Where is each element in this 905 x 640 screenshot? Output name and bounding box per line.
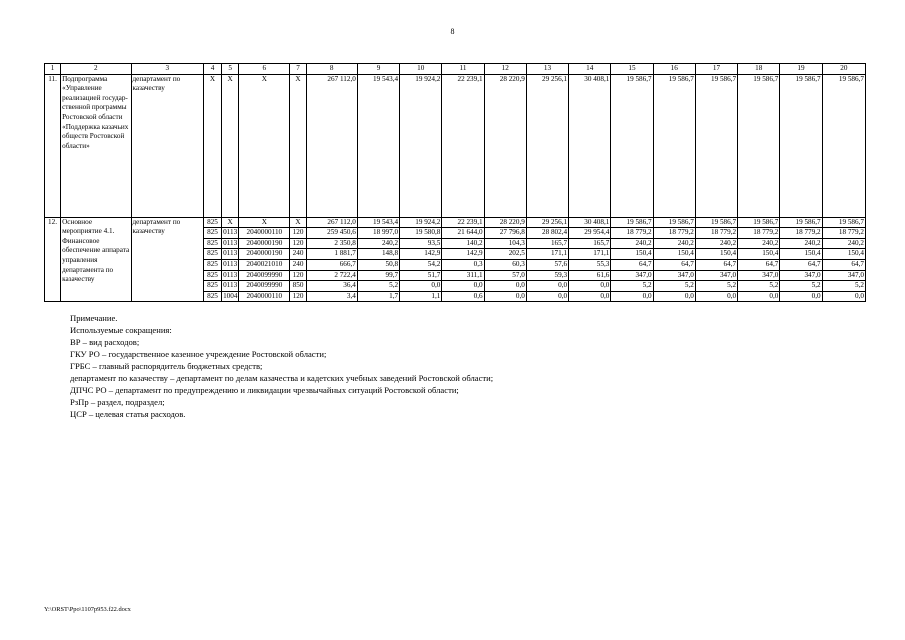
amount-cell: 30 408,1: [569, 217, 611, 228]
amount-cell: 99,7: [357, 270, 399, 281]
amount-cell: 29 954,4: [569, 228, 611, 239]
amount-cell: 240,2: [695, 238, 737, 249]
column-header: 10: [400, 64, 442, 75]
rzpr-cell: Х: [222, 217, 239, 228]
amount-cell: 202,5: [484, 249, 526, 260]
vr-cell: 120: [290, 291, 306, 302]
amount-cell: 0,0: [695, 291, 737, 302]
amount-cell: 150,4: [780, 249, 822, 260]
amount-cell: 0,0: [569, 281, 611, 292]
vr-cell: 850: [290, 281, 306, 292]
amount-cell: 1,7: [357, 291, 399, 302]
amount-cell: 0,0: [611, 291, 653, 302]
grbs-cell: 825: [203, 281, 221, 292]
amount-cell: 0,6: [442, 291, 484, 302]
amount-cell: 18 779,2: [653, 228, 695, 239]
amount-cell: 5,2: [357, 281, 399, 292]
amount-cell: 22 239,1: [442, 74, 484, 217]
csr-cell: 2040000190: [239, 238, 290, 249]
abbreviation-item: департамент по казачеству – департамент по делам казачества и кадетских учебных заведений Ростовской области;: [70, 373, 494, 383]
rzpr-cell: 0113: [222, 270, 239, 281]
csr-cell: 2040000190: [239, 249, 290, 260]
amount-cell: 28 802,4: [526, 228, 568, 239]
amount-cell: 64,7: [780, 259, 822, 270]
amount-cell: 57,6: [526, 259, 568, 270]
amount-cell: 0,3: [442, 259, 484, 270]
amount-cell: 347,0: [695, 270, 737, 281]
budget-table: [44, 63, 866, 302]
amount-cell: 28 220,9: [484, 74, 526, 217]
abbreviation-item: ГРБС – главный распорядитель бюджетных средств;: [70, 361, 263, 371]
amount-cell: 19 586,7: [653, 217, 695, 228]
column-header: 1: [45, 64, 61, 75]
amount-cell: 54,2: [400, 259, 442, 270]
vr-cell: Х: [290, 74, 306, 217]
amount-cell: 1,1: [400, 291, 442, 302]
amount-cell: 19 586,7: [611, 74, 653, 217]
rzpr-cell: 1004: [222, 291, 239, 302]
amount-cell: 311,1: [442, 270, 484, 281]
amount-cell: 165,7: [569, 238, 611, 249]
amount-cell: 347,0: [653, 270, 695, 281]
vr-cell: Х: [290, 217, 306, 228]
amount-cell: 18 779,2: [611, 228, 653, 239]
vr-cell: 120: [290, 238, 306, 249]
column-header: 16: [653, 64, 695, 75]
rzpr-cell: Х: [222, 74, 239, 217]
amount-cell: 267 112,0: [306, 74, 357, 217]
amount-cell: 240,2: [611, 238, 653, 249]
amount-cell: 5,2: [822, 281, 865, 292]
csr-cell: 2040000110: [239, 291, 290, 302]
amount-cell: 19 586,7: [738, 74, 780, 217]
amount-cell: 18 779,2: [780, 228, 822, 239]
abbreviation-item: ЦСР – целевая статья расходов.: [70, 409, 186, 419]
amount-cell: 30 408,1: [569, 74, 611, 217]
amount-cell: 150,4: [822, 249, 865, 260]
csr-cell: 2040000110: [239, 228, 290, 239]
notes-intro: Используемые сокращения:: [70, 325, 172, 335]
amount-cell: 61,6: [569, 270, 611, 281]
amount-cell: 5,2: [653, 281, 695, 292]
table-row-12: [45, 217, 866, 228]
amount-cell: 0,0: [738, 291, 780, 302]
amount-cell: 0,0: [822, 291, 865, 302]
executor: департамент по казачеству: [131, 217, 203, 302]
amount-cell: 2 722,4: [306, 270, 357, 281]
amount-cell: 18 779,2: [738, 228, 780, 239]
amount-cell: 19 586,7: [611, 217, 653, 228]
amount-cell: 347,0: [611, 270, 653, 281]
amount-cell: 19 586,7: [780, 74, 822, 217]
amount-cell: 240,2: [357, 238, 399, 249]
amount-cell: 19 543,4: [357, 217, 399, 228]
vr-cell: 120: [290, 270, 306, 281]
amount-cell: 347,0: [780, 270, 822, 281]
amount-cell: 104,3: [484, 238, 526, 249]
amount-cell: 19 580,8: [400, 228, 442, 239]
column-header: 3: [131, 64, 203, 75]
amount-cell: 19 586,7: [653, 74, 695, 217]
column-header: 11: [442, 64, 484, 75]
amount-cell: 64,7: [695, 259, 737, 270]
csr-cell: Х: [239, 217, 290, 228]
amount-cell: 22 239,1: [442, 217, 484, 228]
column-header: 7: [290, 64, 306, 75]
amount-cell: 27 796,8: [484, 228, 526, 239]
grbs-cell: 825: [203, 228, 221, 239]
amount-cell: 5,2: [695, 281, 737, 292]
csr-cell: 2040099990: [239, 281, 290, 292]
rzpr-cell: 0113: [222, 249, 239, 260]
amount-cell: 165,7: [526, 238, 568, 249]
grbs-cell: 825: [203, 259, 221, 270]
amount-cell: 0,0: [526, 291, 568, 302]
amount-cell: 240,2: [738, 238, 780, 249]
column-header: 20: [822, 64, 865, 75]
notes-title: Примечание.: [70, 313, 118, 323]
amount-cell: 0,0: [484, 291, 526, 302]
amount-cell: 19 924,2: [400, 74, 442, 217]
column-header: 4: [203, 64, 221, 75]
amount-cell: 0,0: [400, 281, 442, 292]
vr-cell: 120: [290, 228, 306, 239]
amount-cell: 5,2: [780, 281, 822, 292]
abbreviation-item: ГКУ РО – государственное казенное учреждение Ростовской области;: [70, 349, 327, 359]
amount-cell: 150,4: [611, 249, 653, 260]
amount-cell: 5,2: [611, 281, 653, 292]
rzpr-cell: 0113: [222, 259, 239, 270]
amount-cell: 55,3: [569, 259, 611, 270]
executor: департамент по казачеству: [131, 74, 203, 217]
amount-cell: 259 450,6: [306, 228, 357, 239]
amount-cell: 1 881,7: [306, 249, 357, 260]
column-header: 14: [569, 64, 611, 75]
amount-cell: 0,0: [780, 291, 822, 302]
abbreviation-item: ДПЧС РО – департамент по предупреждению и ликвидации чрезвычайных ситуаций Ростовской области;: [70, 385, 459, 395]
table-row-11: [45, 74, 866, 217]
csr-cell: 2040021010: [239, 259, 290, 270]
csr-cell: 2040099990: [239, 270, 290, 281]
amount-cell: 240,2: [780, 238, 822, 249]
amount-cell: 0,0: [526, 281, 568, 292]
page-number: 8: [450, 27, 455, 36]
amount-cell: 19 586,7: [695, 74, 737, 217]
amount-cell: 19 586,7: [780, 217, 822, 228]
grbs-cell: 825: [203, 270, 221, 281]
amount-cell: 21 644,0: [442, 228, 484, 239]
amount-cell: 19 586,7: [822, 217, 865, 228]
amount-cell: 0,0: [653, 291, 695, 302]
grbs-cell: 825: [203, 217, 221, 228]
amount-cell: 150,4: [738, 249, 780, 260]
amount-cell: 64,7: [822, 259, 865, 270]
abbreviation-item: ВР – вид расходов;: [70, 337, 140, 347]
amount-cell: 64,7: [653, 259, 695, 270]
amount-cell: 347,0: [738, 270, 780, 281]
column-header: 6: [239, 64, 290, 75]
amount-cell: 142,9: [400, 249, 442, 260]
amount-cell: 347,0: [822, 270, 865, 281]
rzpr-cell: 0113: [222, 281, 239, 292]
file-path: Y:\ORST\Ppo\1107p953.f22.docx: [44, 606, 131, 613]
column-header: 8: [306, 64, 357, 75]
amount-cell: 2 350,8: [306, 238, 357, 249]
amount-cell: 57,0: [484, 270, 526, 281]
notes-block: [70, 312, 493, 420]
amount-cell: 19 543,4: [357, 74, 399, 217]
vr-cell: 240: [290, 249, 306, 260]
column-header: 12: [484, 64, 526, 75]
amount-cell: 29 256,1: [526, 74, 568, 217]
amount-cell: 240,2: [653, 238, 695, 249]
activity-name: Основное мероприятие 4.1. Финансовое обеспечение аппарата управления департамента по казачеству: [61, 217, 131, 302]
amount-cell: 64,7: [611, 259, 653, 270]
abbreviation-item: РзПр – раздел, подраздел;: [70, 397, 165, 407]
amount-cell: 18 997,0: [357, 228, 399, 239]
amount-cell: 50,8: [357, 259, 399, 270]
amount-cell: 64,7: [738, 259, 780, 270]
amount-cell: 148,8: [357, 249, 399, 260]
amount-cell: 60,3: [484, 259, 526, 270]
grbs-cell: 825: [203, 291, 221, 302]
amount-cell: 51,7: [400, 270, 442, 281]
column-header: 9: [357, 64, 399, 75]
amount-cell: 142,9: [442, 249, 484, 260]
amount-cell: 240,2: [822, 238, 865, 249]
amount-cell: 0,0: [442, 281, 484, 292]
amount-cell: 19 586,7: [738, 217, 780, 228]
amount-cell: 150,4: [695, 249, 737, 260]
amount-cell: 29 256,1: [526, 217, 568, 228]
amount-cell: 19 586,7: [822, 74, 865, 217]
csr-cell: Х: [239, 74, 290, 217]
amount-cell: 59,3: [526, 270, 568, 281]
column-header: 19: [780, 64, 822, 75]
amount-cell: 18 779,2: [822, 228, 865, 239]
amount-cell: 666,7: [306, 259, 357, 270]
rzpr-cell: 0113: [222, 228, 239, 239]
rzpr-cell: 0113: [222, 238, 239, 249]
amount-cell: 171,1: [569, 249, 611, 260]
amount-cell: 0,0: [569, 291, 611, 302]
amount-cell: 140,2: [442, 238, 484, 249]
amount-cell: 267 112,0: [306, 217, 357, 228]
amount-cell: 3,4: [306, 291, 357, 302]
grbs-cell: 825: [203, 238, 221, 249]
grbs-cell: Х: [203, 74, 221, 217]
amount-cell: 150,4: [653, 249, 695, 260]
amount-cell: 93,5: [400, 238, 442, 249]
header-row: [45, 64, 866, 75]
column-header: 13: [526, 64, 568, 75]
column-header: 17: [695, 64, 737, 75]
row-number: 11.: [45, 74, 61, 217]
column-header: 15: [611, 64, 653, 75]
column-header: 5: [222, 64, 239, 75]
amount-cell: 5,2: [738, 281, 780, 292]
amount-cell: 19 586,7: [695, 217, 737, 228]
grbs-cell: 825: [203, 249, 221, 260]
amount-cell: 171,1: [526, 249, 568, 260]
amount-cell: 18 779,2: [695, 228, 737, 239]
program-name: Подпрограмма «Управление реализацией государ-ственной программы Ростовской области «Поддержка казачьих обществ Ростовской области»: [61, 74, 131, 217]
column-header: 18: [738, 64, 780, 75]
amount-cell: 19 924,2: [400, 217, 442, 228]
row-number: 12.: [45, 217, 61, 302]
amount-cell: 28 220,9: [484, 217, 526, 228]
vr-cell: 240: [290, 259, 306, 270]
amount-cell: 36,4: [306, 281, 357, 292]
column-header: 2: [61, 64, 131, 75]
amount-cell: 0,0: [484, 281, 526, 292]
